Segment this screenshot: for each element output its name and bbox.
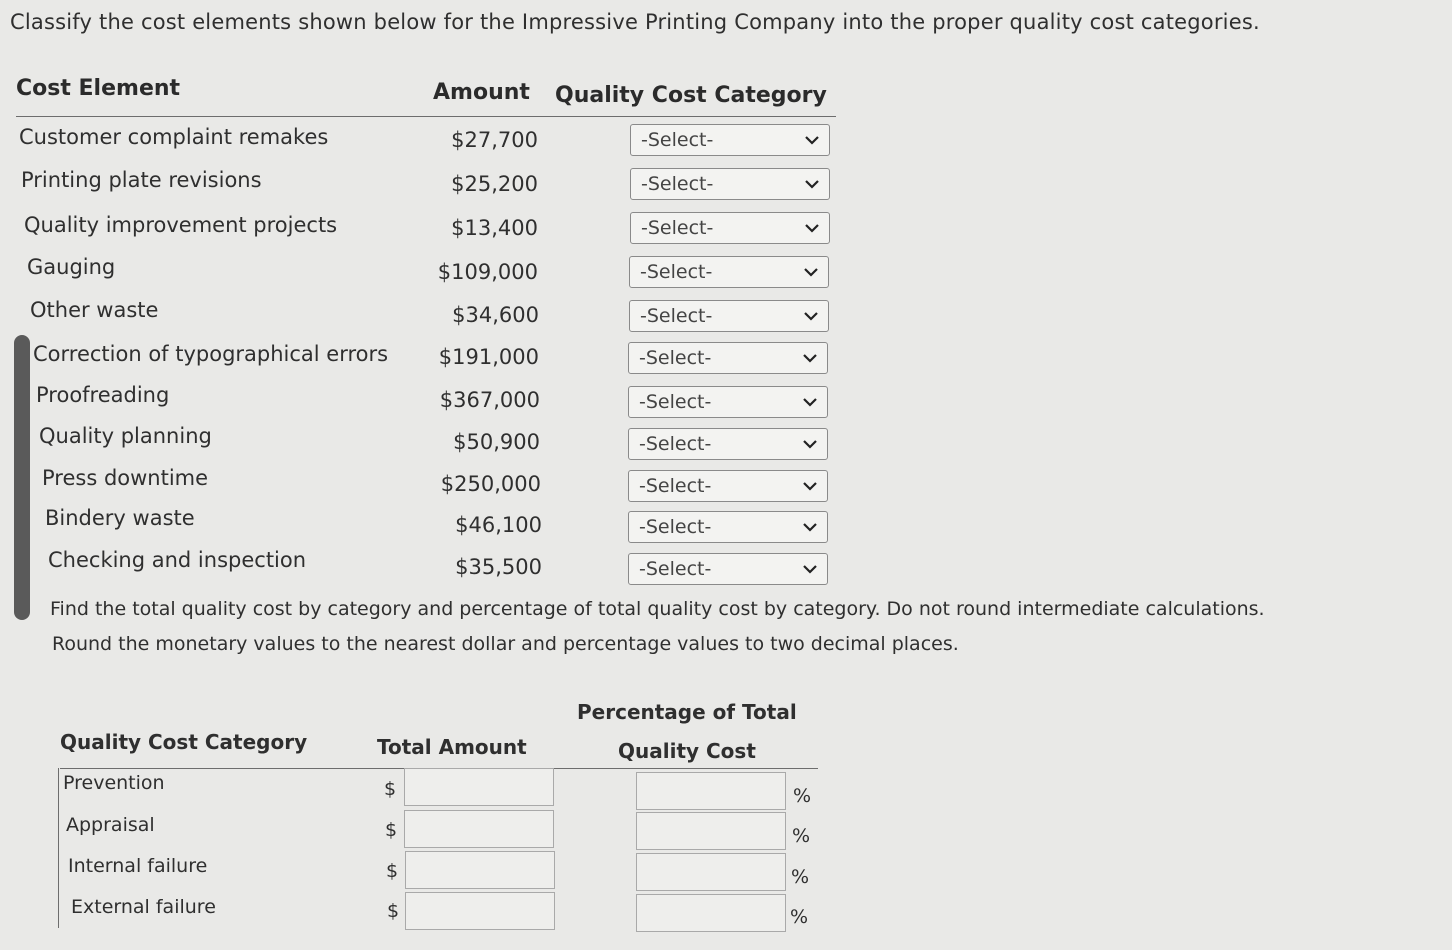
chevron-down-icon (803, 221, 821, 235)
scrollbar-thumb[interactable] (14, 335, 30, 620)
cost-element-label: Other waste (30, 298, 159, 322)
category-label: Prevention (63, 772, 165, 794)
header-quality-cost-category-2: Quality Cost Category (60, 730, 308, 754)
category-select[interactable] (628, 511, 828, 543)
select-label: -Select- (639, 558, 712, 580)
chevron-down-icon (801, 520, 819, 534)
percent-symbol: % (790, 906, 809, 928)
cost-element-amount: $35,500 (455, 555, 542, 579)
header-amount: Amount (433, 80, 530, 105)
currency-symbol: $ (386, 860, 399, 882)
cost-element-label: Proofreading (36, 383, 170, 407)
cost-element-label: Bindery waste (45, 506, 195, 530)
select-label: -Select- (640, 261, 713, 283)
cost-element-label: Press downtime (42, 466, 209, 490)
cost-element-amount: $367,000 (439, 388, 540, 412)
chevron-down-icon (802, 309, 820, 323)
header-quality-cost-category: Quality Cost Category (555, 83, 827, 108)
header-cost-element: Cost Element (16, 76, 181, 101)
category-label: Appraisal (66, 814, 155, 836)
select-label: -Select- (640, 305, 713, 327)
select-label: -Select- (639, 347, 712, 369)
cost-element-amount: $13,400 (451, 216, 538, 240)
cost-element-amount: $191,000 (438, 345, 539, 369)
currency-symbol: $ (385, 819, 398, 841)
chevron-down-icon (803, 133, 821, 147)
percentage-input[interactable] (636, 772, 786, 810)
cost-element-label: Quality planning (39, 424, 212, 448)
cost-element-label: Correction of typographical errors (33, 342, 389, 366)
select-label: -Select- (641, 173, 714, 195)
select-label: -Select- (639, 391, 712, 413)
cost-element-amount: $50,900 (453, 430, 540, 454)
total-amount-input[interactable] (404, 768, 554, 806)
category-select[interactable] (628, 342, 828, 374)
category-select[interactable] (628, 428, 828, 460)
cost-element-amount: $27,700 (451, 128, 538, 152)
category-select[interactable] (628, 553, 828, 585)
category-select[interactable] (629, 300, 829, 332)
category-select[interactable] (628, 386, 828, 418)
cost-element-amount: $109,000 (437, 260, 538, 284)
category-select[interactable] (630, 212, 830, 244)
cost-element-label: Printing plate revisions (21, 168, 262, 192)
total-amount-input[interactable] (405, 851, 555, 889)
instruction-text: Classify the cost elements shown below for the Impressive Printing Company into the proper quality cost categories. (10, 10, 1260, 34)
category-label: Internal failure (68, 855, 208, 877)
select-label: -Select- (639, 516, 712, 538)
category-select[interactable] (630, 168, 830, 200)
cost-element-amount: $25,200 (451, 172, 538, 196)
cost-element-label: Quality improvement projects (24, 213, 338, 237)
header-percentage-line-1: Percentage of Total (577, 700, 797, 724)
header-rule (16, 116, 836, 117)
percent-symbol: % (791, 866, 810, 888)
cost-element-label: Gauging (27, 255, 116, 279)
instruction-line-1: Find the total quality cost by category and percentage of total quality cost by category. Do not round intermediate calculations. (50, 598, 1265, 620)
total-amount-input[interactable] (405, 892, 555, 930)
chevron-down-icon (803, 177, 821, 191)
percent-symbol: % (792, 825, 811, 847)
percentage-input[interactable] (636, 812, 786, 850)
total-amount-input[interactable] (404, 810, 554, 848)
cost-element-label: Customer complaint remakes (19, 125, 329, 149)
category-select[interactable] (629, 256, 829, 288)
chevron-down-icon (801, 562, 819, 576)
select-label: -Select- (639, 433, 712, 455)
cost-element-amount: $46,100 (455, 513, 542, 537)
select-label: -Select- (639, 475, 712, 497)
chevron-down-icon (801, 479, 819, 493)
chevron-down-icon (801, 395, 819, 409)
percent-symbol: % (793, 785, 812, 807)
chevron-down-icon (802, 265, 820, 279)
currency-symbol: $ (384, 778, 397, 800)
summary-left-border (58, 768, 59, 928)
instruction-line-2: Round the monetary values to the nearest dollar and percentage values to two decimal places. (52, 633, 959, 655)
category-select[interactable] (630, 124, 830, 156)
percentage-input[interactable] (636, 894, 786, 932)
cost-element-amount: $250,000 (440, 472, 541, 496)
select-label: -Select- (641, 217, 714, 239)
chevron-down-icon (801, 351, 819, 365)
chevron-down-icon (801, 437, 819, 451)
cost-element-amount: $34,600 (452, 303, 539, 327)
header-total-amount: Total Amount (377, 735, 527, 759)
percentage-input[interactable] (636, 853, 786, 891)
currency-symbol: $ (387, 900, 400, 922)
cost-element-label: Checking and inspection (48, 548, 307, 572)
header-percentage-line-2: Quality Cost (618, 739, 756, 763)
category-select[interactable] (628, 470, 828, 502)
category-label: External failure (71, 896, 216, 918)
select-label: -Select- (641, 129, 714, 151)
